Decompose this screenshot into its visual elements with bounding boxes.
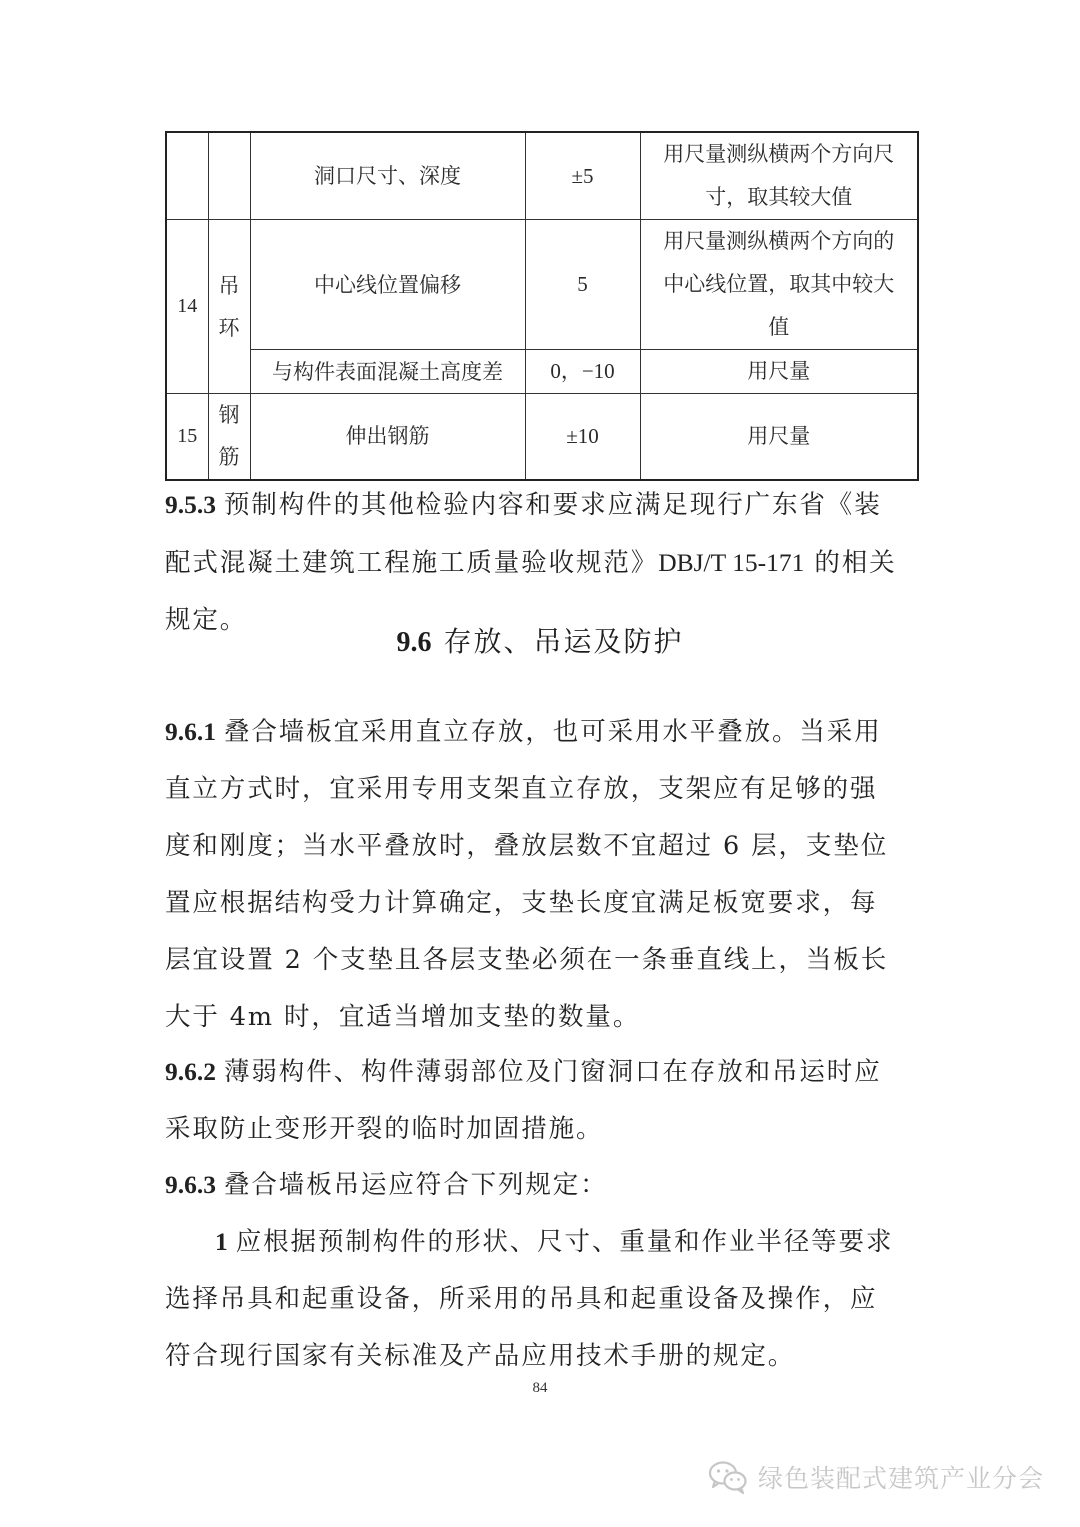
section-title: 存放、吊运及防护 [443, 625, 684, 658]
method-cell [640, 220, 918, 350]
clause-9-6-3 [165, 1156, 900, 1214]
clause-number: 9.6.3 [165, 1170, 216, 1199]
watermark-text: 绿色装配式建筑产业分会 [758, 1464, 1045, 1493]
clause-number: 9.6.2 [165, 1057, 216, 1086]
tolerance-cell: ±5 [525, 132, 640, 220]
method-line: 中心线位置，取其中较大 [663, 272, 895, 296]
section-number: 9.6 [396, 627, 432, 658]
method-cell: 用尺量 [640, 350, 918, 394]
method-cell [640, 132, 918, 220]
tolerance-cell: ±10 [525, 394, 640, 480]
method-line: 用尺量测纵横两个方向尺 [663, 142, 895, 166]
group-char: 筋 [218, 445, 240, 470]
section-heading [0, 620, 1080, 660]
row-number-cell [166, 132, 208, 220]
group-cell [208, 132, 250, 220]
item-number: 1 [215, 1227, 228, 1256]
clause-text-end: 的相关规定。 [165, 548, 897, 635]
group-cell [208, 220, 250, 394]
clause-text: 预制构件的其他检验内容和要求应满足现行广东省《装配式混凝土建筑工程施工质量验收规范》 [165, 490, 882, 578]
group-cell [208, 394, 250, 480]
clause-text: 叠合墙板宜采用直立存放，也可采用水平叠放。当采用直立方式时，宜采用专用支架直立存放，支架应有足够的强度和刚度；当水平叠放时，叠放层数不宜超过 6 层，支垫位置应根据结构受力计算确定，支垫长度宜满足板宽要求，每层宜设置 2 个支垫且各层支垫必须在一条垂直线上，当板长大于 4m 时，宜适当增加支垫的数量。 [165, 717, 889, 1032]
clause-9-6-2 [165, 1043, 900, 1158]
code-reference: DBJ/T 15-171 [658, 548, 805, 577]
watermark [708, 1455, 1044, 1499]
table-row [166, 220, 918, 350]
wechat-icon [708, 1460, 748, 1494]
table-row [166, 132, 918, 220]
method-line: 用尺量测纵横两个方向的 [663, 229, 895, 253]
tolerance-cell: 0，−10 [525, 350, 640, 394]
item-cell: 伸出钢筋 [250, 394, 525, 480]
table-row [166, 394, 918, 480]
clause-number: 9.6.1 [165, 717, 216, 746]
tolerance-cell: 5 [525, 220, 640, 350]
clause-text: 薄弱构件、构件薄弱部位及门窗洞口在存放和吊运时应采取防止变形开裂的临时加固措施。 [165, 1057, 882, 1144]
item-text: 应根据预制构件的形状、尺寸、重量和作业半径等要求选择吊具和起重设备，所采用的吊具和起重设备及操作，应符合现行国家有关标准及产品应用技术手册的规定。 [165, 1227, 894, 1371]
row-number-cell: 14 [166, 220, 208, 394]
item-cell: 与构件表面混凝土高度差 [250, 350, 525, 394]
group-char: 钢 [218, 403, 240, 428]
clause-text: 叠合墙板吊运应符合下列规定： [224, 1170, 608, 1200]
clause-number: 9.5.3 [165, 490, 216, 519]
table-row [166, 350, 918, 394]
method-cell: 用尺量 [640, 394, 918, 480]
row-number-cell: 15 [166, 394, 208, 480]
method-line: 值 [768, 315, 790, 339]
method-line: 寸，取其较大值 [705, 185, 853, 209]
inspection-table [165, 131, 919, 481]
group-char: 环 [218, 315, 240, 340]
list-item [165, 1213, 900, 1385]
item-cell: 洞口尺寸、深度 [250, 132, 525, 220]
group-char: 吊 [218, 273, 240, 298]
clause-9-6-1 [165, 703, 900, 1046]
page-number: 84 [532, 1380, 548, 1396]
item-cell: 中心线位置偏移 [250, 220, 525, 350]
